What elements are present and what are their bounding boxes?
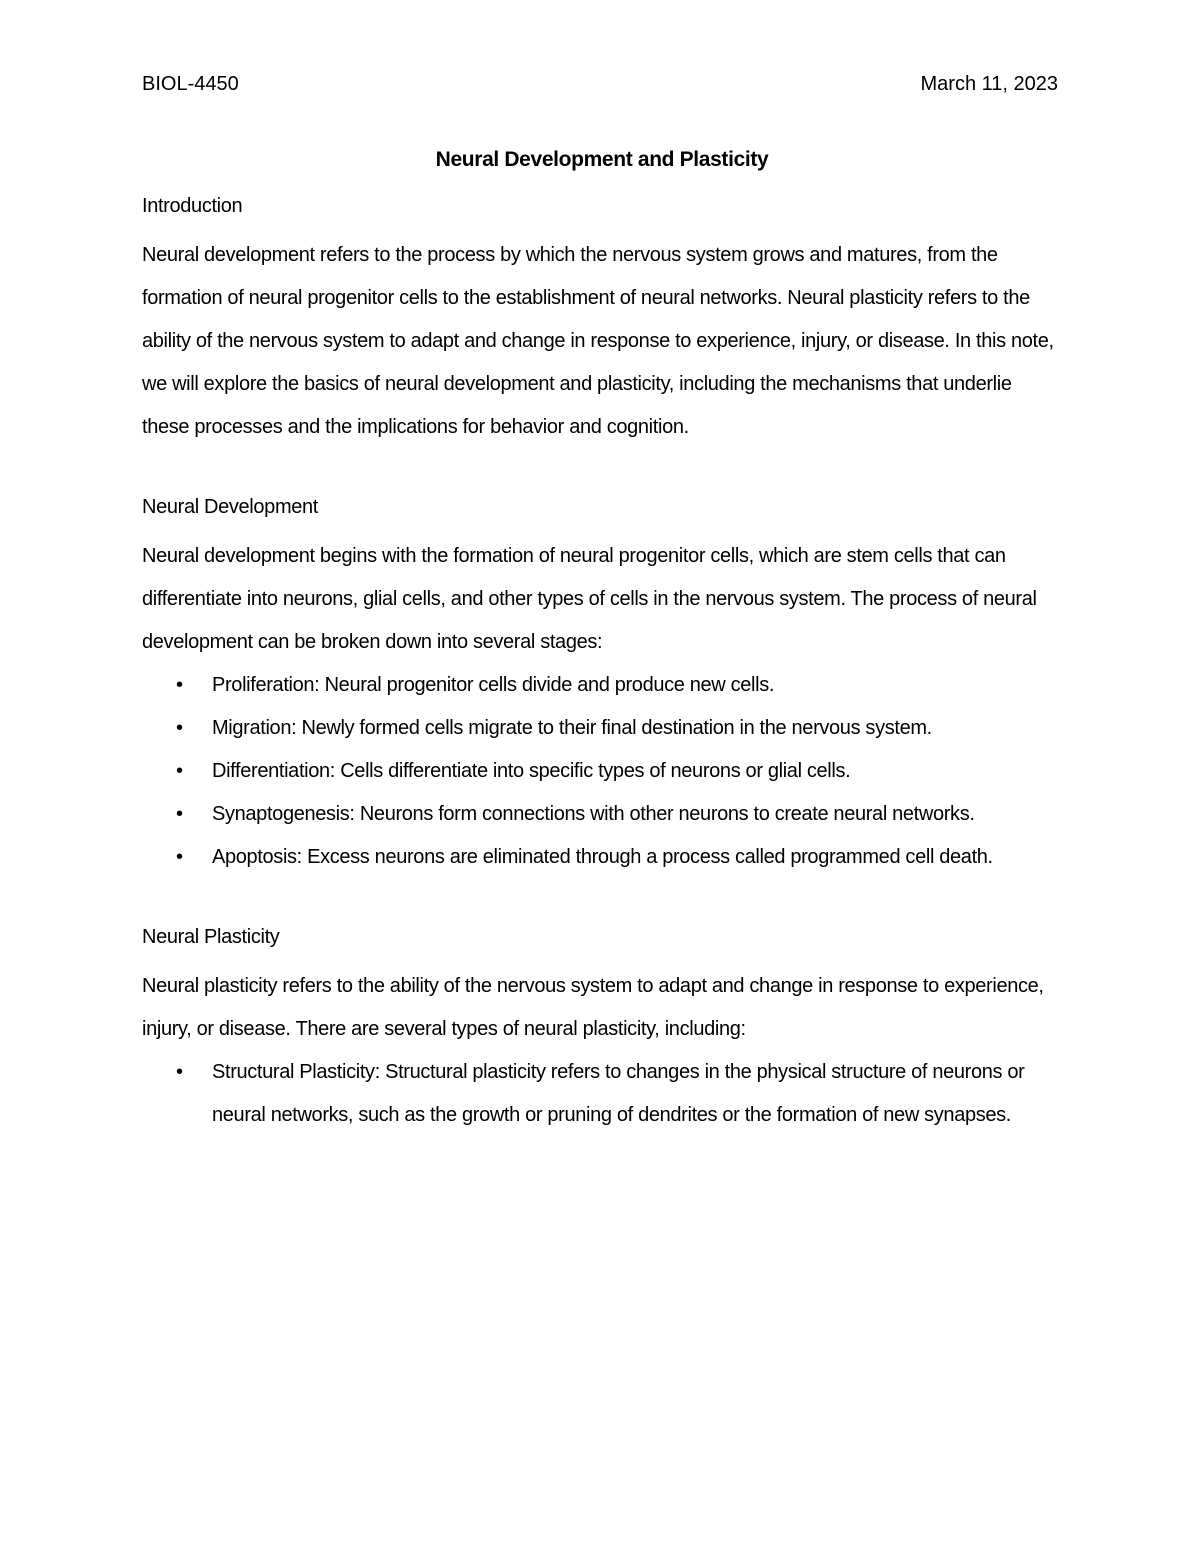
section-heading-development: Neural Development <box>142 496 319 518</box>
section-spacer <box>142 879 1062 922</box>
list-item-text: Synaptogenesis: Neurons form connections with other neurons to create neural networks. <box>212 803 975 825</box>
list-item-text: Differentiation: Cells differentiate into specific types of neurons or glial cells. <box>212 760 851 782</box>
list-item-text: Structural Plasticity: Structural plasticity refers to changes in the physical structure of neurons or neural networks, such as the growth or pruning of dendrites or the formation of new synapses. <box>212 1061 1025 1126</box>
list-item <box>142 664 1062 707</box>
bullet-icon: • <box>176 803 183 825</box>
list-item-text: Proliferation: Neural progenitor cells divide and produce new cells. <box>212 674 775 696</box>
list-item <box>142 793 1062 836</box>
section-heading-plasticity: Neural Plasticity <box>142 926 280 948</box>
document-title: Neural Development and Plasticity <box>435 148 769 171</box>
document-body <box>142 143 1062 1137</box>
list-item <box>142 836 1062 879</box>
section-heading-introduction: Introduction <box>142 195 243 217</box>
page-header <box>142 70 1058 98</box>
list-item <box>142 1051 1062 1137</box>
bullet-icon: • <box>176 717 183 739</box>
list-item-text: Apoptosis: Excess neurons are eliminated through a process called programmed cell death. <box>212 846 993 868</box>
development-stages-list <box>142 664 1062 879</box>
bullet-icon: • <box>176 846 183 868</box>
bullet-icon: • <box>176 1061 183 1083</box>
document-date: March 11, 2023 <box>920 73 1058 95</box>
list-item <box>142 707 1062 750</box>
bullet-icon: • <box>176 674 183 696</box>
course-code: BIOL-4450 <box>142 73 239 95</box>
list-item-text: Migration: Newly formed cells migrate to their final destination in the nervous system. <box>212 717 932 739</box>
section-spacer <box>142 449 1062 492</box>
introduction-paragraph: Neural development refers to the process by which the nervous system grows and matures, from the formation of neural progenitor cells to the establishment of neural networks. Neural plasticity refers to the ability of the nervous system to adapt and change in response to experience, injury, or disease. In this note, we will explore the basics of neural development and plasticity, including the mechanisms that underlie these processes and the implications for behavior and cognition. <box>142 244 1054 438</box>
bullet-icon: • <box>176 760 183 782</box>
development-paragraph: Neural development begins with the formation of neural progenitor cells, which are stem cells that can differentiate into neurons, glial cells, and other types of cells in the nervous system. The process of neural development can be broken down into several stages: <box>142 545 1037 653</box>
plasticity-types-list <box>142 1051 1062 1137</box>
list-item <box>142 750 1062 793</box>
plasticity-paragraph: Neural plasticity refers to the ability of the nervous system to adapt and change in response to experience, injury, or disease. There are several types of neural plasticity, including: <box>142 975 1044 1040</box>
